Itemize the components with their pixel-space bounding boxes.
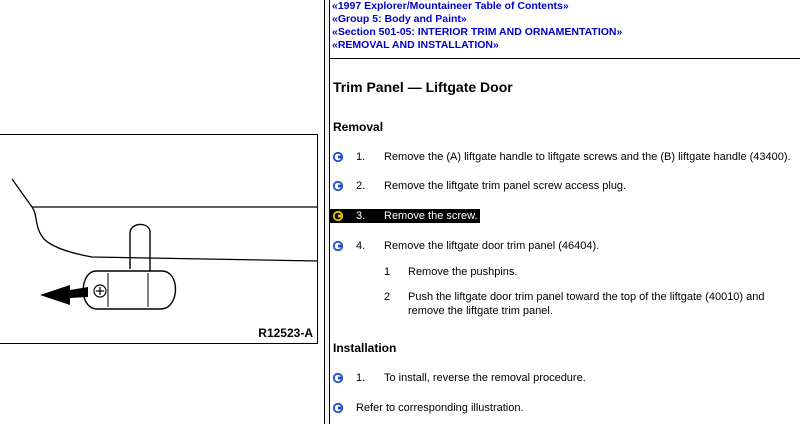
breadcrumb-link-section[interactable]: «Section 501-05: INTERIOR TRIM AND ORNAMENTATION»: [332, 26, 623, 38]
removal-step-2[interactable]: [330, 179, 800, 193]
step-text: Remove the screw.: [384, 210, 478, 222]
step-bullet-icon: [333, 152, 343, 162]
step-bullet-icon: [333, 373, 343, 383]
substep-text: Remove the pushpins.: [408, 266, 518, 278]
installation-note[interactable]: [330, 401, 800, 415]
installation-heading: Installation: [333, 341, 397, 355]
step-bullet-active-icon: [333, 211, 343, 221]
step-bullet-icon: [333, 181, 343, 191]
illustration-figure: [0, 134, 318, 344]
step-number: 4.: [356, 240, 366, 252]
substep-1: [330, 265, 800, 279]
step-text: Remove the (A) liftgate handle to liftgate screws and the (B) liftgate handle (43400).: [384, 151, 791, 163]
note-text: Refer to corresponding illustration.: [356, 402, 524, 414]
step-number: 2.: [356, 180, 366, 192]
substep-2: [330, 290, 800, 318]
removal-step-3-selected[interactable]: [330, 209, 480, 223]
substep-number: 1: [384, 266, 391, 278]
step-bullet-icon: [333, 241, 343, 251]
breadcrumb-link-toc[interactable]: «1997 Explorer/Mountaineer Table of Contents»: [332, 0, 569, 12]
figure-label: R12523-A: [258, 326, 313, 340]
breadcrumb-link-group[interactable]: «Group 5: Body and Paint»: [332, 13, 467, 25]
step-bullet-icon: [333, 403, 343, 413]
substep-number: 2: [384, 291, 391, 303]
removal-heading: Removal: [333, 120, 384, 134]
installation-step-1[interactable]: [330, 371, 800, 385]
header-divider: [330, 58, 800, 59]
page-title: Trim Panel — Liftgate Door: [333, 79, 513, 95]
breadcrumb: [330, 0, 800, 52]
content-pane: [330, 0, 800, 424]
substep-text: Push the liftgate door trim panel toward the top of the liftgate (40010) and remove the liftgate trim panel.: [408, 291, 765, 317]
step-number: 3.: [356, 210, 366, 222]
step-text: Remove the liftgate door trim panel (46404).: [384, 240, 600, 252]
step-number: 1.: [356, 372, 366, 384]
removal-step-1[interactable]: [330, 150, 800, 164]
removal-step-4[interactable]: [330, 239, 800, 253]
breadcrumb-link-procedure[interactable]: «REMOVAL AND INSTALLATION»: [332, 39, 499, 51]
step-text: Remove the liftgate trim panel screw access plug.: [384, 180, 627, 192]
step-text: To install, reverse the removal procedure.: [384, 372, 586, 384]
step-number: 1.: [356, 151, 366, 163]
liftgate-illustration: [0, 135, 318, 345]
illustration-pane: [0, 0, 324, 424]
